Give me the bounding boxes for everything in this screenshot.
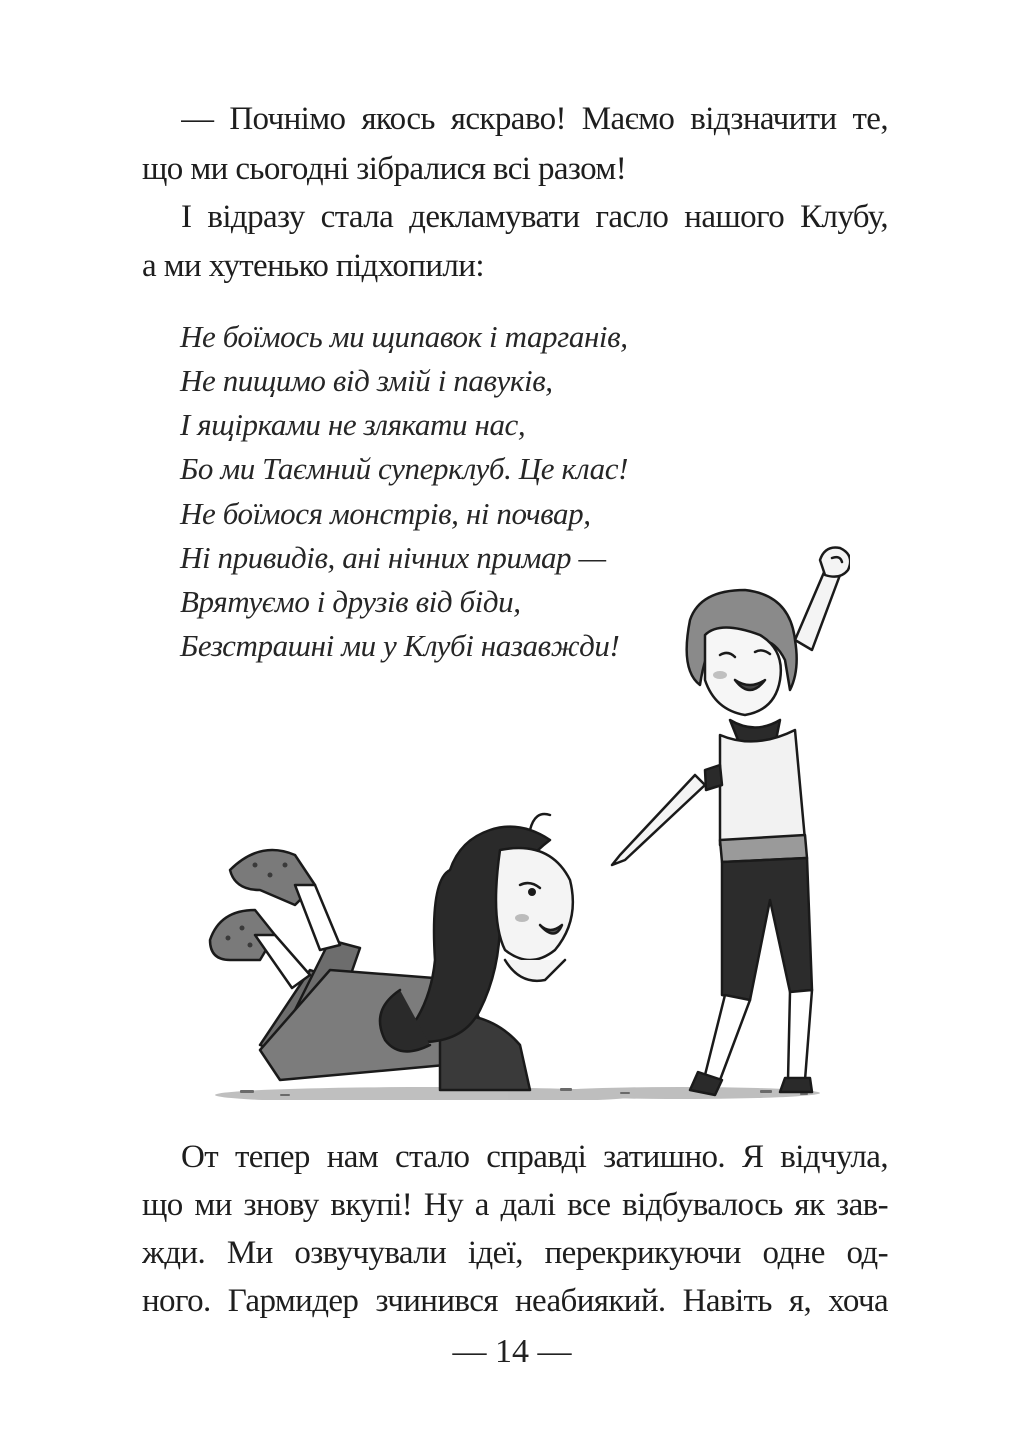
standing-girl-icon (612, 548, 850, 1096)
verse-line: Ні привидів, ані нічних примар — (180, 540, 606, 575)
lying-girl-icon (210, 814, 573, 1090)
verse-line: Не боїмось ми щипавок і тарганів, (180, 319, 628, 354)
verse-line: Не боїмося монстрів, ні почвар, (180, 496, 591, 531)
paragraph-line: а ми хутенько підхопили: (142, 248, 484, 284)
verse-line: Не пищимо від змій і павуків, (180, 363, 553, 398)
paragraph-line: жди. Ми озвучували ідеї, перекрикуючи одне од- (142, 1235, 888, 1271)
verse-line: Безстрашні ми у Клубі назавжди! (180, 628, 620, 663)
paragraph-line: що ми сьогодні зібралися всі разом! (142, 151, 627, 187)
verse-line: Бо ми Таємний суперклуб. Це клас! (180, 451, 629, 486)
verse-line: І ящірками не злякати нас, (180, 407, 526, 442)
verse-line: Врятуємо і друзів від біди, (180, 584, 521, 619)
paragraph-line: що ми знову вкупі! Ну а далі все відбувалось як зав- (142, 1187, 888, 1223)
paragraph-line: ного. Гармидер зчинився неабиякий. Навіть я, хоча (142, 1283, 888, 1319)
page-number: — 14 — (452, 1333, 572, 1370)
paragraph-line: І відразу стала декламувати гасло нашого Клубу, (181, 199, 888, 235)
paragraph-line: — Почнімо якось яскраво! Маємо відзначити те, (181, 101, 888, 137)
two-girls-illustration (200, 540, 850, 1100)
paragraph-line: От тепер нам стало справді затишно. Я відчула, (181, 1139, 888, 1175)
